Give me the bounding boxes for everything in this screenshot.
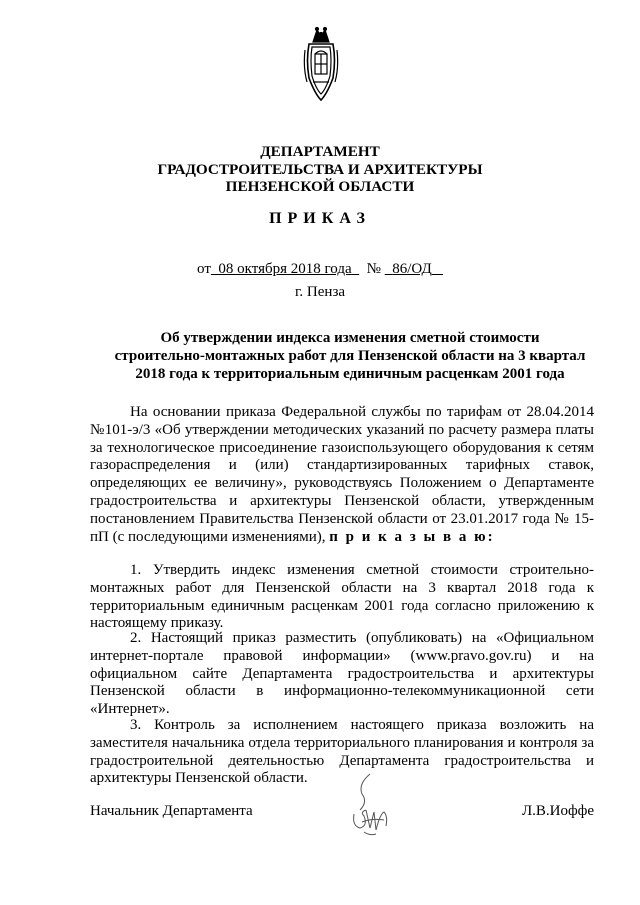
subject-line: Об утверждении индекса изменения сметной стоимости	[160, 330, 540, 346]
city: г. Пенза	[294, 284, 346, 300]
subject-line: строительно-монтажных работ для Пензенской области на 3 квартал	[114, 347, 586, 364]
handwritten-signature-icon	[340, 770, 400, 840]
signatory-name: Л.В.Иоффе	[521, 803, 594, 819]
order-date: 08 октября 2018 года	[218, 261, 352, 277]
preamble-paragraph	[90, 404, 594, 546]
order-word: п р и к а з ы в а ю:	[329, 528, 495, 545]
item-paragraph: 1. Утвердить индекс изменения сметной стоимости строительно-монтажных работ для Пензенской области на 3 квартал 2018 года к территориальным единичным расценкам 2001 года согласно приложению к настоящему приказу.	[90, 562, 594, 632]
department-line: ГРАДОСТРОИТЕЛЬСТВА И АРХИТЕКТУРЫ	[157, 160, 483, 178]
department-line: ДЕПАРТАМЕНТ	[260, 143, 380, 160]
coat-of-arms-icon	[303, 20, 339, 104]
item-paragraph: 2. Настоящий приказ разместить (опубликовать) на «Официальном интернет-портале правовой информации» (www.pravo.gov.ru) и на официальном сайте Департамента градостроительства и архитектуры Пензенской области в информационно-телекоммуникационной сети «Интернет».	[90, 630, 594, 718]
department-line: ПЕНЗЕНСКОЙ ОБЛАСТИ	[225, 178, 415, 195]
department-name	[0, 143, 640, 196]
order-subject	[100, 330, 600, 383]
document-type: ПРИКАЗ	[269, 210, 371, 227]
date-line	[0, 261, 640, 278]
number-prefix: №	[366, 261, 381, 277]
item-paragraph: 3. Контроль за исполнением настоящего приказа возложить на заместителя начальника отдела территориального планирования и контроля за градостроительной деятельностью Департамента градостроительства и архитектуры Пензенской области.	[90, 717, 594, 787]
signatory-title: Начальник Департамента	[90, 803, 253, 819]
order-number: 86/ОД	[392, 261, 432, 277]
subject-line: 2018 года к территориальным единичным расценкам 2001 года	[135, 365, 565, 382]
preamble-text: На основании приказа Федеральной службы по тарифам от 28.04.2014 №101-э/3 «Об утверждении методических указаний по расчету размера платы за технологическое присоединение газоиспользующего оборудования к сетям газораспределения и (или) стандартизированных тарифных ставок, определяющих ее величину», руководствуясь Положением о Департаменте градостроительства и архитектуры Пензенской области, утвержденным постановлением Правительства Пензенской области от 23.01.2017 года № 15-пП (с последующими изменениями),	[90, 404, 594, 545]
date-prefix: от	[197, 261, 211, 277]
